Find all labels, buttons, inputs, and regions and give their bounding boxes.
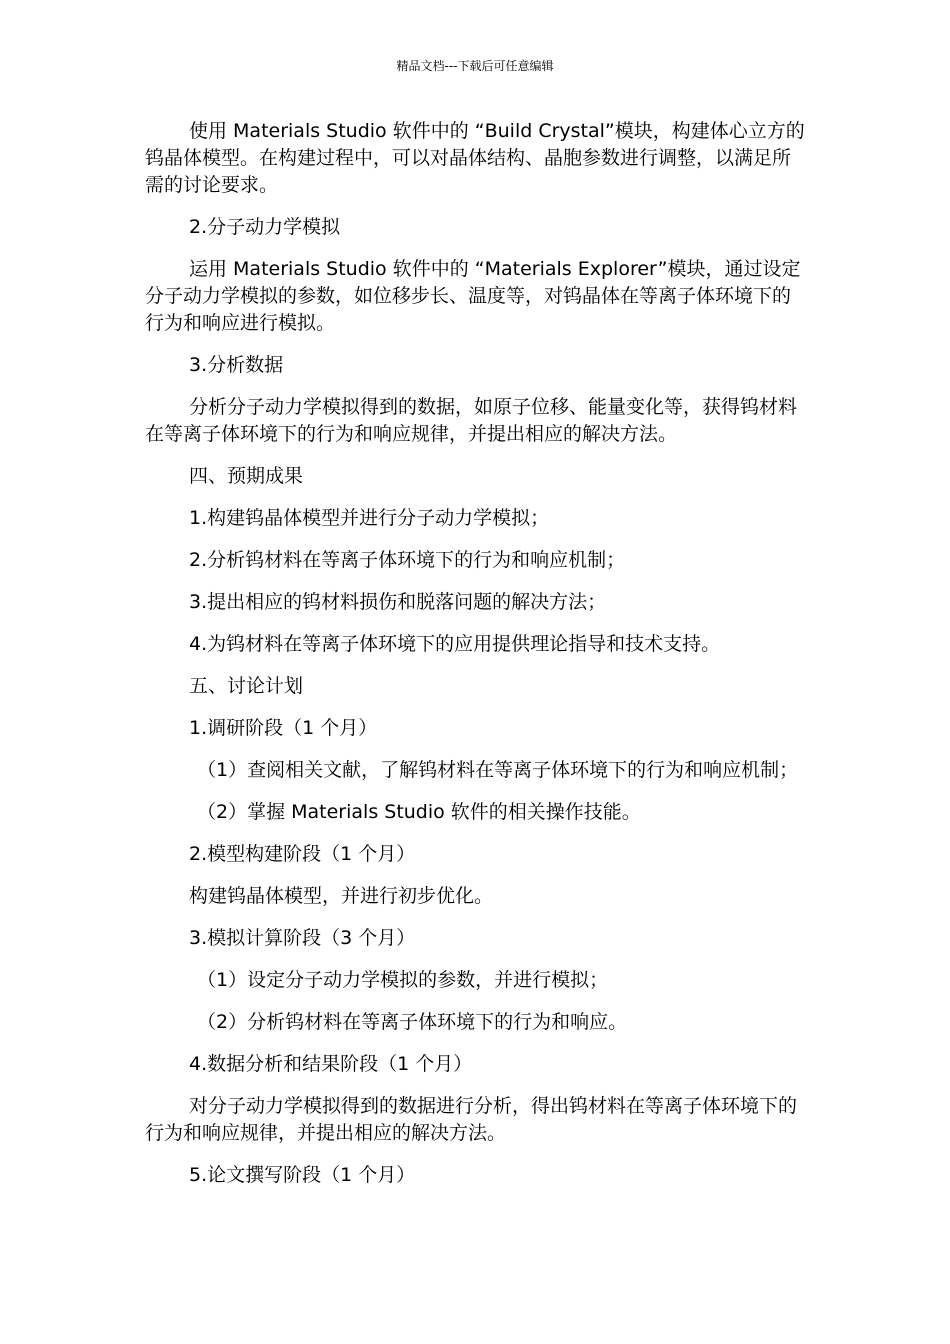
heading-analyze-data: 3.分析数据 [189, 354, 284, 376]
plan-stage-3: 3.模拟计算阶段（3 个月） [189, 927, 416, 949]
plan-stage-3-item-2: （2）分析钨材料在等离子体环境下的行为和响应。 [197, 1011, 628, 1033]
document-body [145, 118, 805, 1204]
plan-stage-1: 1.调研阶段（1 个月） [189, 717, 378, 739]
section-heading-expected-results: 四、预期成果 [189, 465, 304, 487]
section-heading-research-plan: 五、讨论计划 [189, 675, 304, 697]
plan-stage-2-detail: 构建钨晶体模型，并进行初步优化。 [189, 885, 494, 907]
list-item-result-3: 3.提出相应的钨材料损伤和脱落问题的解决方法； [189, 591, 607, 613]
plan-stage-4: 4.数据分析和结果阶段（1 个月） [189, 1053, 473, 1075]
page-header: 精品文档---下载后可任意编辑 [396, 59, 554, 73]
plan-stage-2: 2.模型构建阶段（1 个月） [189, 843, 416, 865]
list-item-result-1: 1.构建钨晶体模型并进行分子动力学模拟； [189, 507, 550, 529]
plan-stage-1-item-2: （2）掌握 Materials Studio 软件的相关操作技能。 [197, 801, 641, 823]
plan-stage-1-item-1: （1）查阅相关文献，了解钨材料在等离子体环境下的行为和响应机制； [197, 759, 799, 781]
plan-stage-3-item-1: （1）设定分子动力学模拟的参数，并进行模拟； [197, 969, 609, 991]
paragraph-analyze-data: 分析分子动力学模拟得到的数据，如原子位移、能量变化等，获得钨材料在等离子体环境下的行为和响应规律，并提出相应的解决方法。 [145, 396, 798, 445]
plan-stage-5: 5.论文撰写阶段（1 个月） [189, 1164, 416, 1186]
list-item-result-2: 2.分析钨材料在等离子体环境下的行为和响应机制； [189, 549, 626, 571]
plan-stage-4-detail: 对分子动力学模拟得到的数据进行分析，得出钨材料在等离子体环境下的行为和响应规律，并提出相应的解决方法。 [145, 1095, 798, 1144]
list-item-result-4: 4.为钨材料在等离子体环境下的应用提供理论指导和技术支持。 [189, 633, 721, 655]
paragraph-build-crystal: 使用 Materials Studio 软件中的 “Build Crystal”模块，构建体心立方的钨晶体模型。在构建过程中，可以对晶体结构、晶胞参数进行调整，以满足所需的讨论要求。 [145, 120, 805, 196]
heading-md-simulation: 2.分子动力学模拟 [189, 216, 341, 238]
paragraph-materials-explorer: 运用 Materials Studio 软件中的 “Materials Explorer”模块，通过设定分子动力学模拟的参数，如位移步长、温度等，对钨晶体在等离子体环境下的行为和响应进行模拟。 [145, 258, 801, 334]
